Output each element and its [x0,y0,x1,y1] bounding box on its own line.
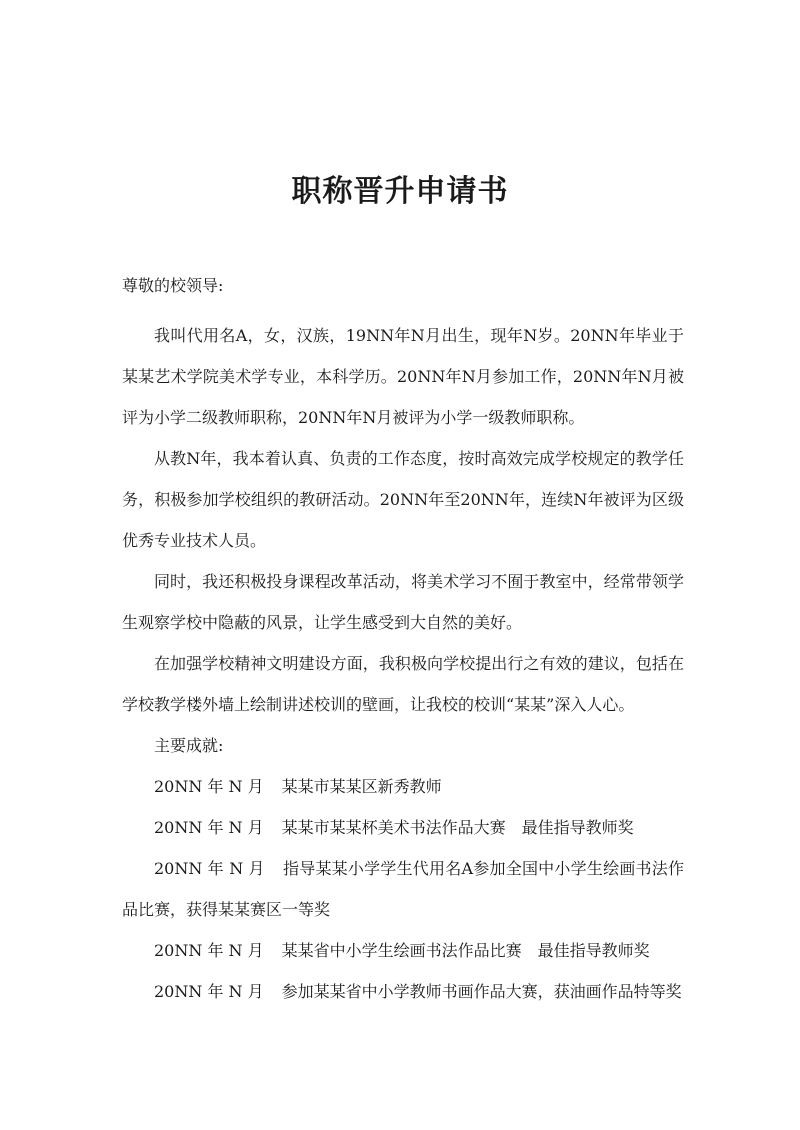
achievement-text: 某某市某某区新秀教师 [281,777,442,796]
achievement-date: 20NN 年 N 月 [154,941,264,960]
achievement-text: 指导某某小学学生代用名A参加全国中小学生绘画书法作品比赛，获得某某赛区一等奖 [122,859,684,919]
paragraph-school-culture: 在加强学校精神文明建设方面，我积极向学校提出行之有效的建议，包括在学校教学楼外墙上绘制讲述校训的壁画，让我校的校训“某某”深入人心。 [122,654,684,714]
achievement-item [122,930,684,971]
achievement-text: 参加某某省中小学教师书画作品大赛，获油画作品特等奖 [281,982,682,1001]
achievement-award: 最佳指导教师奖 [521,818,634,837]
achievements-heading: 主要成就: [154,736,224,755]
achievement-text: 某某市某某杯美术书法作品大赛 [281,818,506,837]
paragraph-teaching: 从教N年，我本着认真、负责的工作态度，按时高效完成学校规定的教学任务，积极参加学校组织的教研活动。20NN年至20NN年，连续N年被评为区级优秀专业技术人员。 [122,449,684,550]
achievement-date: 20NN 年 N 月 [154,777,264,796]
achievement-text: 某某省中小学生绘画书法作品比赛 [281,941,522,960]
achievement-date: 20NN 年 N 月 [154,982,264,1001]
achievement-award: 最佳指导教师奖 [537,941,650,960]
achievement-item [122,807,684,848]
achievement-item [122,766,684,807]
achievement-item [122,848,684,930]
paragraph-curriculum-reform: 同时，我还积极投身课程改革活动，将美术学习不囿于教室中，经常带领学生观察学校中隐蔽的风景，让学生感受到大自然的美好。 [122,572,684,632]
paragraph-introduction: 我叫代用名A，女，汉族，19NN年N月出生，现年N岁。20NN年毕业于某某艺术学院美术学专业，本科学历。20NN年N月参加工作，20NN年N月被评为小学二级教师职称，20NN年N月被评为小学一级教师职称。 [122,326,684,427]
document-body [122,315,684,1012]
document-title: 职称晋升申请书 [291,174,509,209]
achievement-date: 20NN 年 N 月 [154,859,265,878]
achievement-item [122,971,684,1012]
salutation: 尊敬的校领导: [122,276,224,295]
achievement-date: 20NN 年 N 月 [154,818,264,837]
